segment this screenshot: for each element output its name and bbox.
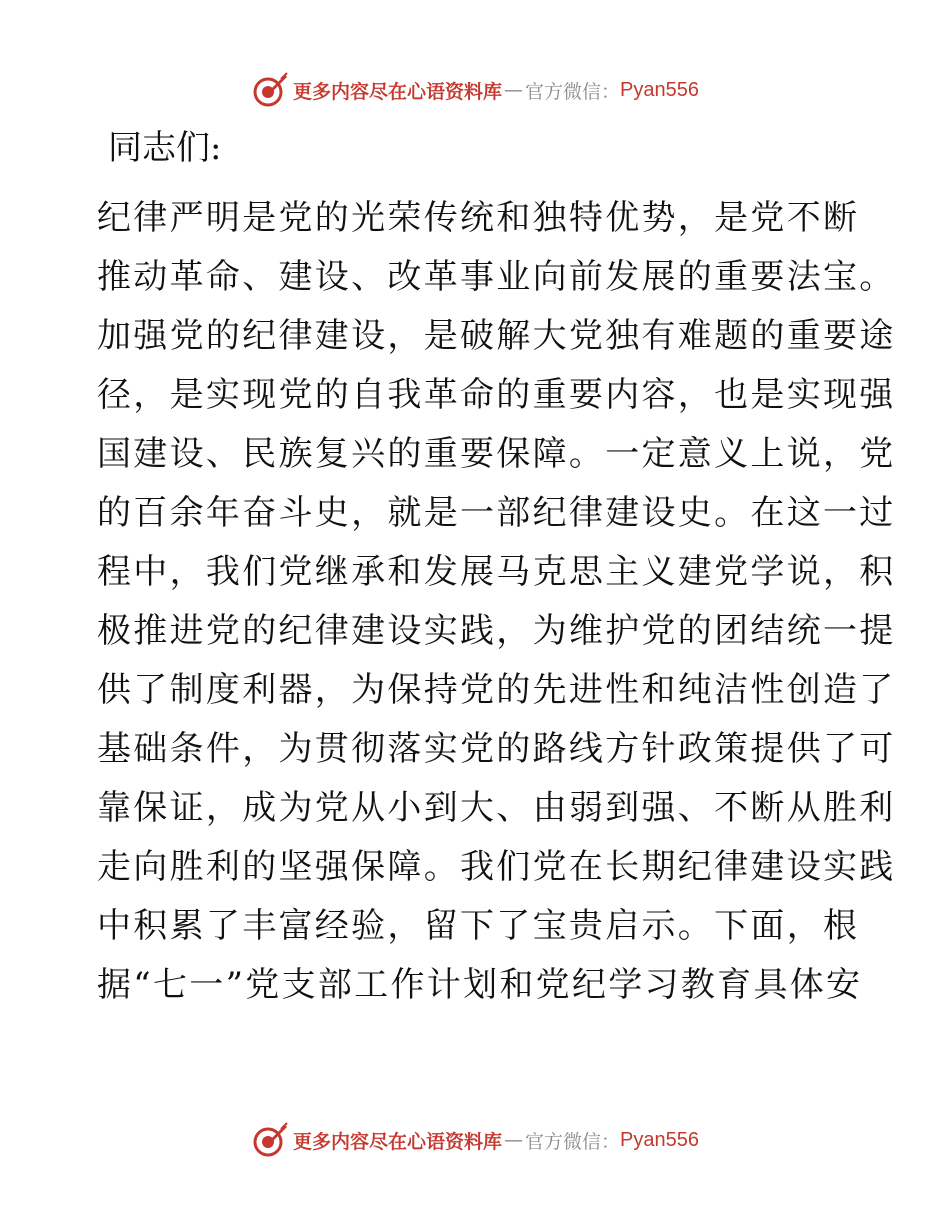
watermark-account: Pyan556 <box>620 78 699 101</box>
watermark-brand-text: 更多内容尽在心语资料库 <box>293 80 503 103</box>
watermark-separator: — <box>504 1129 524 1151</box>
salutation: 同志们: <box>108 128 222 168</box>
text-line: 极推进党的纪律建设实践，为维护党的团结统一提 <box>97 611 896 651</box>
header-watermark <box>0 70 950 110</box>
watermark-account: Pyan556 <box>620 1128 699 1151</box>
text-line: 据“七一”党支部工作计划和党纪学习教育具体安 <box>97 965 863 1005</box>
text-line: 推动革命、建设、改革事业向前发展的重要法宝。 <box>97 257 896 297</box>
text-line: 的百余年奋斗史，就是一部纪律建设史。在这一过 <box>97 493 896 533</box>
text-line: 靠保证，成为党从小到大、由弱到强、不断从胜利 <box>97 788 896 828</box>
watermark-label: 官方微信： <box>525 80 621 103</box>
text-line: 走向胜利的坚强保障。我们党在长期纪律建设实践 <box>97 847 896 887</box>
text-line: 中积累了丰富经验，留下了宝贵启示。下面，根 <box>97 906 860 946</box>
quill-pen-logo-icon <box>251 1121 289 1159</box>
text-line: 供了制度利器，为保持党的先进性和纯洁性创造了 <box>97 670 896 710</box>
text-line: 基础条件，为贯彻落实党的路线方针政策提供了可 <box>97 729 896 769</box>
watermark-separator: — <box>504 79 524 101</box>
watermark-brand-text: 更多内容尽在心语资料库 <box>293 1130 503 1153</box>
watermark-label: 官方微信： <box>525 1130 621 1153</box>
text-line: 程中，我们党继承和发展马克思主义建党学说，积 <box>97 552 896 592</box>
text-line: 国建设、民族复兴的重要保障。一定意义上说，党 <box>97 434 896 474</box>
text-line: 加强党的纪律建设，是破解大党独有难题的重要途 <box>97 316 896 356</box>
footer-watermark <box>0 1120 950 1160</box>
text-line: 纪律严明是党的光荣传统和独特优势，是党不断 <box>97 198 860 238</box>
quill-pen-logo-icon <box>251 71 289 109</box>
text-line: 径，是实现党的自我革命的重要内容，也是实现强 <box>97 375 896 415</box>
